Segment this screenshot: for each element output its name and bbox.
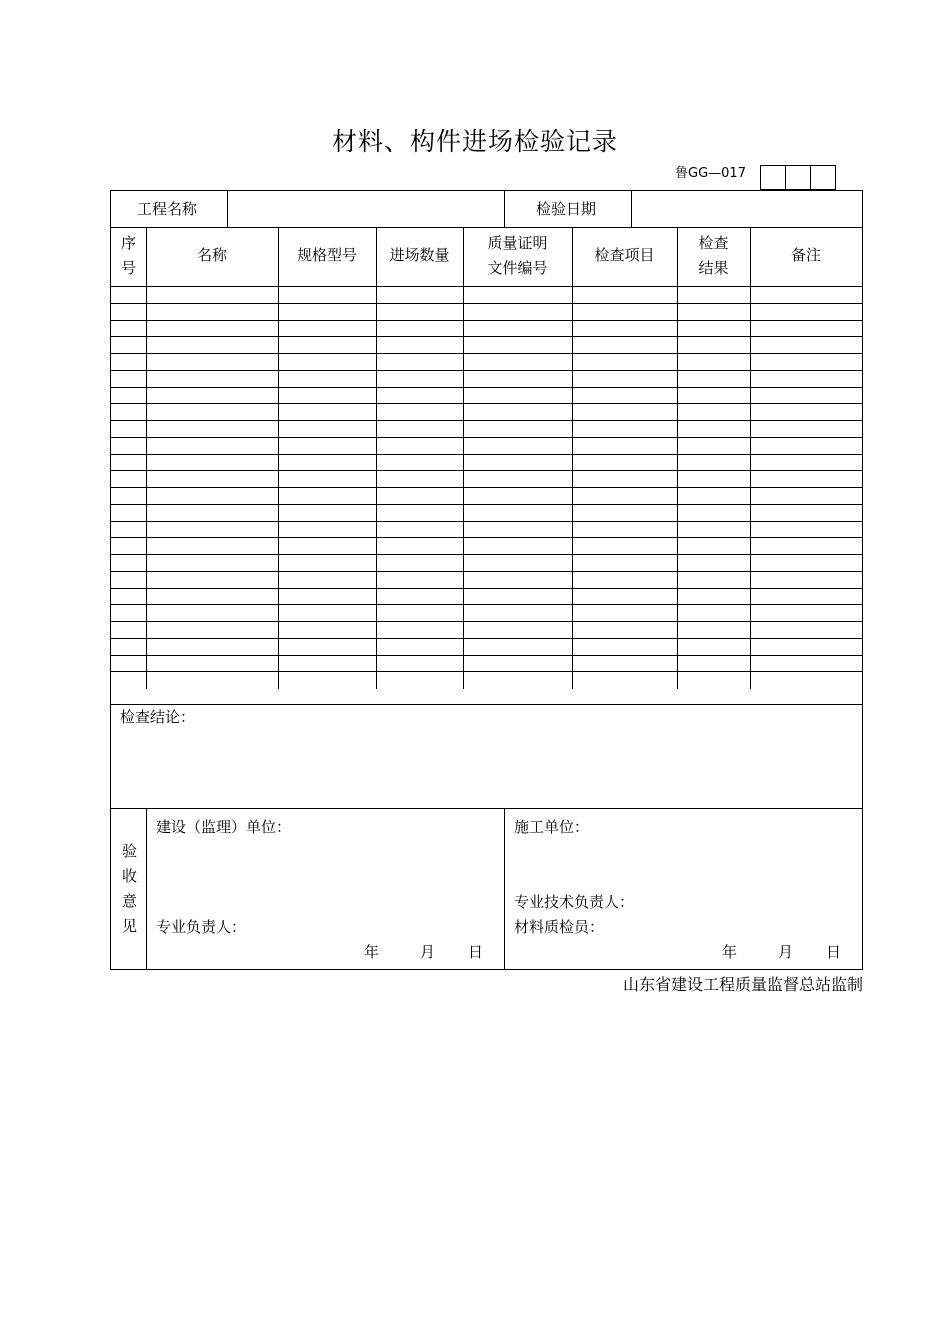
row-rule	[111, 671, 862, 672]
table-cell[interactable]	[146, 286, 278, 303]
table-cell[interactable]	[278, 487, 376, 504]
table-cell[interactable]	[750, 638, 862, 655]
table-cell[interactable]	[572, 387, 677, 404]
form-code-boxes	[760, 165, 836, 190]
table-cell[interactable]	[572, 621, 677, 638]
table-cell[interactable]	[278, 521, 376, 538]
row-rule	[111, 303, 862, 304]
table-cell[interactable]	[463, 554, 572, 571]
table-cell[interactable]	[376, 370, 463, 387]
table-cell[interactable]	[146, 470, 278, 487]
date-year: 年	[364, 943, 380, 961]
form-title: 材料、构件进场检验记录	[331, 127, 618, 156]
table-cell[interactable]	[146, 387, 278, 404]
column-header	[376, 243, 463, 268]
table-cell[interactable]	[750, 604, 862, 621]
table-cell[interactable]	[111, 571, 146, 588]
table-cell[interactable]	[750, 370, 862, 387]
table-cell[interactable]	[572, 370, 677, 387]
table-cell[interactable]	[111, 303, 146, 320]
table-cell[interactable]	[677, 571, 750, 588]
table-cell[interactable]	[463, 320, 572, 337]
column-header-line: 检查项目	[594, 246, 655, 264]
table-cell[interactable]	[677, 537, 750, 554]
column-header-line: 文件编号	[487, 259, 548, 277]
table-cell[interactable]	[750, 353, 862, 370]
table-cell[interactable]	[278, 554, 376, 571]
table-cell[interactable]	[572, 588, 677, 605]
table-cell[interactable]	[146, 671, 278, 688]
row-rule	[111, 588, 862, 589]
table-cell[interactable]	[376, 320, 463, 337]
table-cell[interactable]	[677, 320, 750, 337]
row-rule	[111, 353, 862, 354]
table-cell[interactable]	[278, 638, 376, 655]
table-cell[interactable]	[278, 588, 376, 605]
column-header-line: 结果	[698, 259, 729, 277]
table-cell[interactable]	[146, 454, 278, 471]
row-rule	[111, 370, 862, 371]
table-cell[interactable]	[376, 571, 463, 588]
table-cell[interactable]	[111, 655, 146, 672]
column-header-line: 名称	[196, 246, 227, 264]
acceptance-char: 验	[122, 842, 138, 860]
table-cell[interactable]	[572, 671, 677, 688]
row-rule	[111, 554, 862, 555]
table-cell[interactable]	[146, 353, 278, 370]
table-cell[interactable]	[463, 303, 572, 320]
row-rule	[111, 403, 862, 404]
row-rule	[111, 504, 862, 505]
table-cell[interactable]	[146, 336, 278, 353]
table-cell[interactable]	[376, 387, 463, 404]
tech-person-label: 专业技术负责人：	[514, 893, 635, 911]
table-cell[interactable]	[572, 571, 677, 588]
table-cell[interactable]	[111, 320, 146, 337]
table-cell[interactable]	[376, 655, 463, 672]
table-cell[interactable]	[376, 303, 463, 320]
table-cell[interactable]	[572, 286, 677, 303]
table-cell[interactable]	[376, 437, 463, 454]
table-cell[interactable]	[677, 454, 750, 471]
date-day: 日	[826, 943, 842, 961]
table-cell[interactable]	[376, 454, 463, 471]
table-cell[interactable]	[278, 604, 376, 621]
table-cell[interactable]	[278, 655, 376, 672]
table-cell[interactable]	[376, 487, 463, 504]
table-cell[interactable]	[750, 554, 862, 571]
column-header	[278, 243, 376, 268]
table-cell[interactable]	[572, 470, 677, 487]
table-cell[interactable]	[572, 454, 677, 471]
acceptance-char: 见	[122, 917, 138, 935]
table-cell[interactable]	[278, 387, 376, 404]
table-cell[interactable]	[278, 286, 376, 303]
table-cell[interactable]	[463, 437, 572, 454]
table-cell[interactable]	[572, 353, 677, 370]
table-cell[interactable]	[278, 470, 376, 487]
table-cell[interactable]	[111, 504, 146, 521]
table-cell[interactable]	[750, 454, 862, 471]
table-cell[interactable]	[677, 521, 750, 538]
table-cell[interactable]	[111, 470, 146, 487]
code-box[interactable]	[785, 165, 810, 190]
table-cell[interactable]	[111, 588, 146, 605]
row-rule	[111, 470, 862, 471]
column-header-line: 检查	[698, 234, 729, 252]
table-cell[interactable]	[572, 303, 677, 320]
date-month: 月	[420, 943, 436, 961]
table-cell[interactable]	[146, 303, 278, 320]
table-cell[interactable]	[376, 638, 463, 655]
table-cell[interactable]	[146, 521, 278, 538]
column-header	[750, 243, 862, 268]
table-cell[interactable]	[750, 621, 862, 638]
row-rule	[111, 655, 862, 656]
table-cell[interactable]	[677, 588, 750, 605]
row-rule	[111, 487, 862, 488]
table-cell[interactable]	[146, 554, 278, 571]
column-rule	[146, 227, 147, 689]
date-year: 年	[722, 943, 738, 961]
form-code: 鲁GG—017	[675, 166, 746, 181]
table-cell[interactable]	[376, 286, 463, 303]
table-cell[interactable]	[750, 286, 862, 303]
table-cell[interactable]	[572, 604, 677, 621]
column-rule	[750, 227, 751, 689]
table-cell[interactable]	[376, 537, 463, 554]
row-rule	[111, 437, 862, 438]
table-cell[interactable]	[750, 571, 862, 588]
table-cell[interactable]	[278, 336, 376, 353]
table-cell[interactable]	[278, 403, 376, 420]
table-cell[interactable]	[146, 504, 278, 521]
table-cell[interactable]	[677, 621, 750, 638]
table-cell[interactable]	[278, 437, 376, 454]
table-cell[interactable]	[146, 655, 278, 672]
column-header	[463, 231, 572, 281]
table-cell[interactable]	[111, 638, 146, 655]
table-cell[interactable]	[278, 571, 376, 588]
table-cell[interactable]	[677, 470, 750, 487]
table-cell[interactable]	[463, 336, 572, 353]
table-cell[interactable]	[677, 387, 750, 404]
table-cell[interactable]	[146, 638, 278, 655]
table-cell[interactable]	[111, 353, 146, 370]
table-cell[interactable]	[572, 504, 677, 521]
table-cell[interactable]	[278, 537, 376, 554]
column-header-line: 进场数量	[389, 246, 450, 264]
table-cell[interactable]	[111, 621, 146, 638]
table-cell[interactable]	[572, 537, 677, 554]
table-cell[interactable]	[750, 487, 862, 504]
table-cell[interactable]	[677, 303, 750, 320]
table-cell[interactable]	[750, 420, 862, 437]
rule-line	[111, 704, 862, 705]
rule-line	[227, 191, 228, 227]
table-cell[interactable]	[146, 403, 278, 420]
table-cell[interactable]	[677, 638, 750, 655]
table-cell[interactable]	[463, 487, 572, 504]
row-rule	[111, 320, 862, 321]
acceptance-char: 意	[122, 892, 138, 910]
table-cell[interactable]	[146, 370, 278, 387]
table-cell[interactable]	[572, 638, 677, 655]
table-cell[interactable]	[111, 671, 146, 688]
table-cell[interactable]	[376, 504, 463, 521]
inspection-form-table	[110, 190, 863, 970]
table-cell[interactable]	[111, 403, 146, 420]
table-cell[interactable]	[750, 521, 862, 538]
row-rule	[111, 336, 862, 337]
table-cell[interactable]	[278, 671, 376, 688]
table-cell[interactable]	[146, 437, 278, 454]
column-rule	[572, 227, 573, 689]
table-cell[interactable]	[376, 420, 463, 437]
column-rule	[376, 227, 377, 689]
row-rule	[111, 420, 862, 421]
material-inspector-label: 材料质检员：	[514, 918, 605, 936]
table-cell[interactable]	[146, 571, 278, 588]
table-cell[interactable]	[463, 387, 572, 404]
table-cell[interactable]	[376, 336, 463, 353]
table-cell[interactable]	[376, 604, 463, 621]
table-cell[interactable]	[463, 454, 572, 471]
table-cell[interactable]	[463, 504, 572, 521]
row-rule	[111, 387, 862, 388]
table-cell[interactable]	[463, 370, 572, 387]
table-cell[interactable]	[111, 387, 146, 404]
table-cell[interactable]	[750, 537, 862, 554]
table-cell[interactable]	[278, 504, 376, 521]
table-cell[interactable]	[572, 554, 677, 571]
table-cell[interactable]	[278, 320, 376, 337]
rule-line	[111, 808, 862, 809]
table-cell[interactable]	[463, 671, 572, 688]
column-header-line: 质量证明	[487, 234, 548, 252]
table-cell[interactable]	[463, 521, 572, 538]
table-cell[interactable]	[677, 403, 750, 420]
acceptance-char: 收	[122, 867, 138, 885]
conclusion-label: 检查结论：	[120, 708, 196, 726]
table-cell[interactable]	[750, 655, 862, 672]
table-cell[interactable]	[750, 588, 862, 605]
table-cell[interactable]	[463, 286, 572, 303]
table-cell[interactable]	[677, 286, 750, 303]
table-cell[interactable]	[376, 521, 463, 538]
table-cell[interactable]	[677, 370, 750, 387]
table-cell[interactable]	[677, 554, 750, 571]
column-header	[146, 243, 278, 268]
table-cell[interactable]	[677, 487, 750, 504]
table-cell[interactable]	[111, 604, 146, 621]
row-rule	[111, 604, 862, 605]
table-cell[interactable]	[677, 353, 750, 370]
column-rule	[677, 227, 678, 689]
column-header	[677, 231, 750, 281]
table-cell[interactable]	[463, 588, 572, 605]
table-cell[interactable]	[146, 588, 278, 605]
rule-line	[504, 191, 505, 227]
table-cell[interactable]	[146, 621, 278, 638]
column-rule	[278, 227, 279, 689]
rule-line	[631, 191, 632, 227]
supervision-unit-label: 建设（监理）单位：	[156, 818, 292, 836]
table-cell[interactable]	[111, 537, 146, 554]
table-cell[interactable]	[111, 454, 146, 471]
table-cell[interactable]	[463, 420, 572, 437]
rule-line	[504, 808, 505, 969]
date-month: 月	[778, 943, 794, 961]
table-cell[interactable]	[376, 353, 463, 370]
table-cell[interactable]	[146, 420, 278, 437]
conclusion-field[interactable]	[112, 731, 861, 806]
supervision-person-label: 专业负责人：	[156, 918, 247, 936]
table-cell[interactable]	[463, 604, 572, 621]
table-cell[interactable]	[111, 554, 146, 571]
inspection-date-label: 检验日期	[536, 200, 597, 218]
table-cell[interactable]	[572, 521, 677, 538]
code-box[interactable]	[760, 165, 785, 190]
table-cell[interactable]	[677, 336, 750, 353]
table-cell[interactable]	[278, 420, 376, 437]
date-day: 日	[468, 943, 484, 961]
table-cell[interactable]	[572, 437, 677, 454]
row-rule	[111, 454, 862, 455]
table-cell[interactable]	[146, 320, 278, 337]
table-cell[interactable]	[572, 336, 677, 353]
table-cell[interactable]	[572, 655, 677, 672]
table-cell[interactable]	[278, 370, 376, 387]
table-cell[interactable]	[376, 554, 463, 571]
table-cell[interactable]	[463, 470, 572, 487]
table-cell[interactable]	[463, 403, 572, 420]
row-rule	[111, 521, 862, 522]
table-cell[interactable]	[278, 353, 376, 370]
table-cell[interactable]	[750, 320, 862, 337]
table-cell[interactable]	[111, 286, 146, 303]
table-cell[interactable]	[111, 336, 146, 353]
table-cell[interactable]	[146, 604, 278, 621]
table-cell[interactable]	[572, 320, 677, 337]
table-cell[interactable]	[572, 403, 677, 420]
table-cell[interactable]	[111, 420, 146, 437]
table-cell[interactable]	[111, 521, 146, 538]
table-cell[interactable]	[750, 671, 862, 688]
table-cell[interactable]	[278, 454, 376, 471]
column-header-line: 备注	[790, 246, 821, 264]
column-header	[111, 231, 146, 281]
table-cell[interactable]	[677, 437, 750, 454]
table-cell[interactable]	[278, 621, 376, 638]
column-header	[572, 243, 677, 268]
row-rule	[111, 571, 862, 572]
table-cell[interactable]	[750, 470, 862, 487]
table-cell[interactable]	[463, 621, 572, 638]
table-cell[interactable]	[146, 487, 278, 504]
row-rule	[111, 537, 862, 538]
table-cell[interactable]	[463, 655, 572, 672]
table-cell[interactable]	[463, 571, 572, 588]
table-cell[interactable]	[750, 403, 862, 420]
table-cell[interactable]	[463, 638, 572, 655]
rule-line	[146, 808, 147, 969]
issuer-footer: 山东省建设工程质量监督总站监制	[622, 975, 863, 994]
construction-unit-label: 施工单位：	[514, 818, 590, 836]
column-header-line: 规格型号	[296, 246, 357, 264]
table-cell[interactable]	[146, 537, 278, 554]
table-cell[interactable]	[572, 487, 677, 504]
table-cell[interactable]	[463, 353, 572, 370]
table-cell[interactable]	[750, 504, 862, 521]
table-cell[interactable]	[572, 420, 677, 437]
code-box[interactable]	[810, 165, 836, 190]
row-rule	[111, 621, 862, 622]
table-cell[interactable]	[677, 604, 750, 621]
column-header-line: 序	[120, 234, 136, 252]
table-cell[interactable]	[278, 303, 376, 320]
table-cell[interactable]	[376, 671, 463, 688]
table-cell[interactable]	[677, 671, 750, 688]
table-cell[interactable]	[750, 437, 862, 454]
table-cell[interactable]	[677, 504, 750, 521]
table-cell[interactable]	[376, 588, 463, 605]
table-cell[interactable]	[376, 621, 463, 638]
table-cell[interactable]	[677, 655, 750, 672]
table-cell[interactable]	[677, 420, 750, 437]
column-rule	[463, 227, 464, 689]
table-cell[interactable]	[111, 487, 146, 504]
project-name-label: 工程名称	[137, 200, 198, 218]
table-cell[interactable]	[750, 387, 862, 404]
table-cell[interactable]	[376, 470, 463, 487]
column-header-line: 号	[120, 259, 136, 277]
table-cell[interactable]	[111, 370, 146, 387]
table-cell[interactable]	[376, 403, 463, 420]
table-cell[interactable]	[463, 537, 572, 554]
table-cell[interactable]	[750, 336, 862, 353]
table-cell[interactable]	[750, 303, 862, 320]
row-rule	[111, 638, 862, 639]
table-cell[interactable]	[111, 437, 146, 454]
